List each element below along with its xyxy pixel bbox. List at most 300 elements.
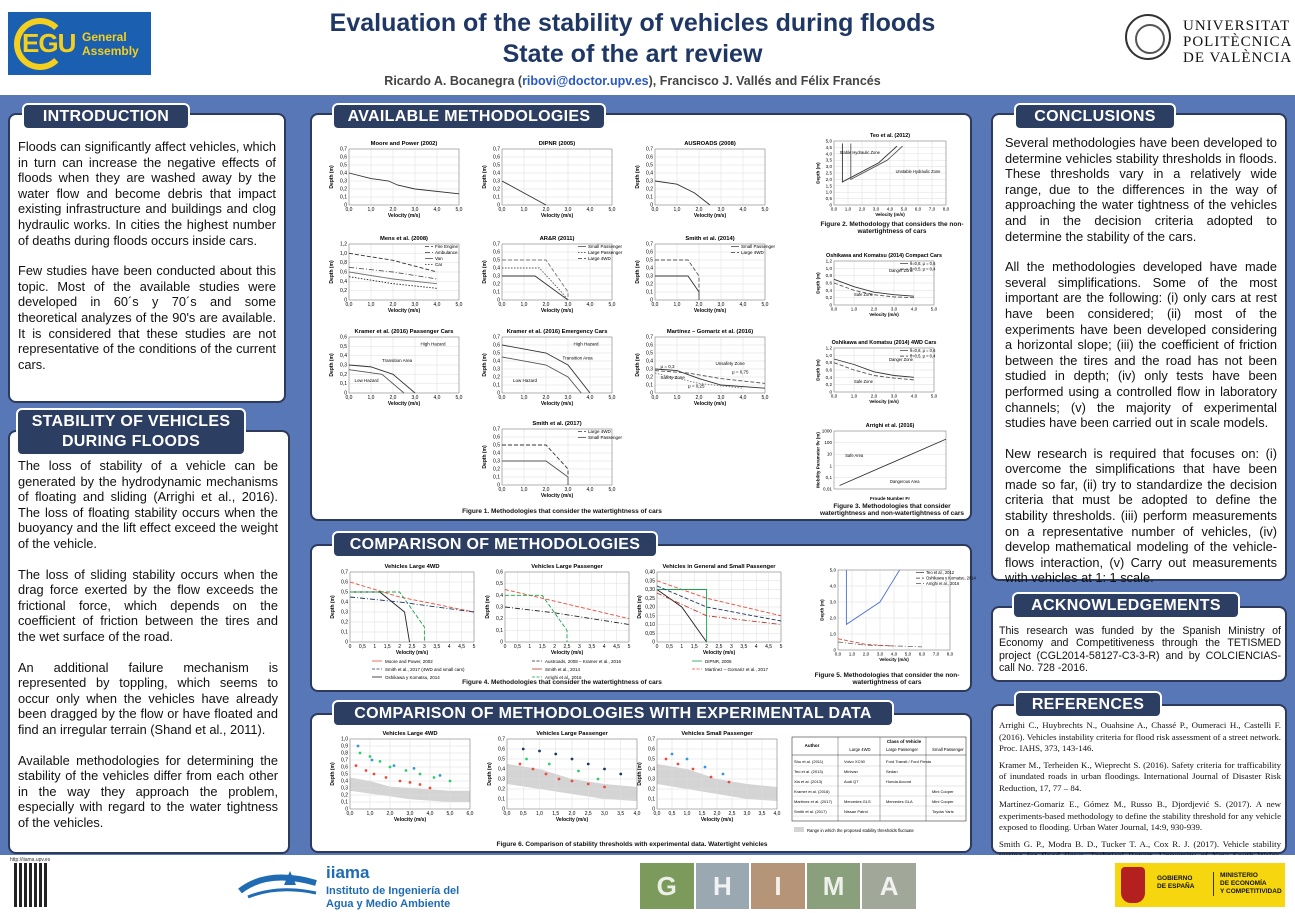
stability-heading: STABILITY OF VEHICLES DURING FLOODS bbox=[16, 408, 246, 456]
y-tick-label: 0,6 bbox=[646, 249, 653, 256]
figure-2-caption: Figure 2. Methodology that considers the non-watertightness of cars bbox=[820, 221, 964, 235]
x-tick-label: 1,0 bbox=[673, 395, 681, 401]
x-tick-label: 0,0 bbox=[345, 302, 353, 308]
y-tick-label: 1,0 bbox=[341, 736, 348, 743]
y-tick-label: 0,1 bbox=[340, 381, 347, 388]
x-tick-label: 1,5 bbox=[698, 811, 706, 817]
series-line bbox=[846, 570, 899, 624]
chart-title: DIPNR (2005) bbox=[538, 141, 576, 147]
y-tick-label: 1 bbox=[829, 463, 832, 469]
x-tick-label: 3,0 bbox=[406, 811, 414, 817]
data-point bbox=[405, 769, 408, 772]
x-tick-label: 0 bbox=[503, 644, 507, 650]
y-tick-label: 0,3 bbox=[498, 776, 505, 783]
data-point bbox=[548, 763, 551, 766]
x-tick-label: 3,0 bbox=[411, 207, 419, 213]
x-tick-label: 3,0 bbox=[411, 395, 419, 401]
chart-annotation: Stable Hydraulic Zone bbox=[839, 149, 880, 155]
y-tick-label: 0 bbox=[650, 202, 653, 209]
x-tick-label: 2,0 bbox=[568, 811, 576, 817]
x-tick-label: 1,0 bbox=[366, 811, 374, 817]
legend-label: Large 4WD bbox=[588, 256, 611, 261]
chart-panel bbox=[329, 329, 463, 407]
y-tick-label: 0,8 bbox=[341, 750, 348, 757]
y-tick-label: 0,5 bbox=[825, 196, 832, 202]
y-tick-label: 0,2 bbox=[340, 186, 347, 193]
x-axis-label: Velocity (m/s) bbox=[869, 312, 899, 318]
legend-label: θ=0,8, μ = 0,6 bbox=[910, 261, 936, 266]
x-tick-label: 2,0 bbox=[386, 811, 394, 817]
y-tick-label: 0,5 bbox=[646, 162, 653, 169]
x-tick-label: 2,5 bbox=[715, 644, 723, 650]
y-tick-label: 0,8 bbox=[340, 260, 347, 267]
legend-label: Oshikawa y Komatsu, 2014 bbox=[385, 675, 440, 680]
x-tick-label: 4,0 bbox=[433, 207, 441, 213]
y-tick-label: 0,6 bbox=[646, 154, 653, 161]
y-tick-label: 0,3 bbox=[341, 785, 348, 792]
data-point bbox=[385, 776, 388, 779]
x-tick-label: 3,0 bbox=[717, 395, 725, 401]
data-point bbox=[357, 745, 360, 748]
x-tick-label: 2 bbox=[705, 644, 708, 650]
chart-title: AUSROADS (2008) bbox=[684, 141, 736, 147]
y-tick-label: 4,0 bbox=[829, 583, 836, 589]
legend-label: Arrighi et al., 2016 bbox=[926, 581, 960, 587]
y-tick-label: 0,5 bbox=[341, 771, 348, 778]
y-tick-label: 0 bbox=[500, 639, 503, 646]
table-cell: Mercedes GLA bbox=[886, 799, 913, 804]
x-axis-label: Froude Number Fr bbox=[869, 496, 911, 502]
y-tick-label: 0,2 bbox=[646, 186, 653, 193]
y-tick-label: 0,40 bbox=[645, 569, 655, 576]
chart-panel bbox=[815, 340, 937, 404]
y-tick-label: 0,4 bbox=[493, 265, 500, 272]
table-cell: Honda Accord bbox=[886, 779, 912, 784]
introduction-box bbox=[8, 113, 286, 403]
x-axis-label: Velocity (m/s) bbox=[702, 650, 736, 656]
series-line bbox=[655, 181, 710, 205]
x-tick-label: 4,0 bbox=[910, 393, 918, 399]
y-tick-label: 0,5 bbox=[341, 589, 348, 596]
data-point bbox=[571, 758, 574, 761]
y-tick-label: 2,0 bbox=[825, 176, 832, 182]
y-tick-label: 0,3 bbox=[496, 604, 503, 611]
x-tick-label: 5,0 bbox=[455, 207, 463, 213]
y-tick-label: 0,3 bbox=[340, 362, 347, 369]
series-line bbox=[502, 276, 568, 300]
y-tick-label: 0 bbox=[345, 806, 348, 813]
y-tick-label: 0,2 bbox=[496, 616, 503, 623]
table-cell: Shu et al. (2011) bbox=[794, 759, 824, 764]
data-point bbox=[519, 763, 522, 766]
x-tick-label: 1,5 bbox=[383, 644, 391, 650]
y-tick-label: 0,6 bbox=[341, 764, 348, 771]
x-tick-label: 5,0 bbox=[608, 487, 616, 493]
ghima-logo: G H I M A bbox=[640, 863, 918, 909]
y-tick-label: 0,2 bbox=[341, 619, 348, 626]
x-tick-label: 8,0 bbox=[942, 206, 950, 212]
x-axis-label: Velocity (m/s) bbox=[555, 817, 589, 823]
stability-paragraph: Available methodologies for determining the stability of the vehicles differ from each other in the way they approach the problem, especially with regard to the water tightness of the vehicles. bbox=[18, 752, 278, 830]
x-axis-label: Velocity (m/s) bbox=[693, 401, 727, 407]
legend-label: Smith et al., 2017 (4WD and small cars) bbox=[385, 667, 465, 672]
x-tick-label: 5,0 bbox=[455, 302, 463, 308]
x-tick-label: 0,0 bbox=[345, 395, 353, 401]
x-tick-label: 3,5 bbox=[740, 644, 748, 650]
x-tick-label: 2,0 bbox=[695, 207, 703, 213]
chart-panel bbox=[487, 731, 641, 823]
y-tick-label: 0,7 bbox=[341, 757, 348, 764]
y-tick-label: 0,2 bbox=[825, 295, 832, 301]
y-tick-label: 0,2 bbox=[340, 371, 347, 378]
x-tick-label: 3,0 bbox=[872, 206, 880, 212]
series-line bbox=[350, 592, 410, 642]
x-axis-label: Velocity (m/s) bbox=[387, 213, 421, 219]
y-tick-label: 0,1 bbox=[646, 382, 653, 389]
y-tick-label: 0 bbox=[497, 390, 500, 397]
x-tick-label: 3 bbox=[730, 644, 733, 650]
x-tick-label: 1,0 bbox=[683, 811, 691, 817]
title-block bbox=[240, 8, 1025, 88]
chart-annotation: Safe Zone bbox=[854, 379, 873, 385]
y-tick-label: 0,5 bbox=[496, 581, 503, 588]
x-tick-label: 8,0 bbox=[946, 651, 954, 657]
data-point bbox=[603, 768, 606, 771]
table-cell: Volvo XC90 bbox=[844, 759, 865, 764]
legend-label: Large 4WD bbox=[741, 250, 764, 255]
legend-label: Large Passenger bbox=[588, 250, 623, 255]
chart-annotation: Danger Zone bbox=[889, 268, 913, 273]
y-tick-label: 0,6 bbox=[493, 249, 500, 256]
experimental-heading: COMPARISON OF METHODOLOGIES WITH EXPERIMENTAL DATA bbox=[332, 700, 894, 727]
data-point bbox=[365, 769, 368, 772]
x-tick-label: 7,0 bbox=[928, 206, 936, 212]
legend-label: Van bbox=[435, 256, 443, 261]
x-axis-label: Velocity (m/s) bbox=[540, 493, 574, 499]
data-point bbox=[554, 753, 557, 756]
x-tick-label: 1,0 bbox=[520, 395, 528, 401]
legend-label: Ambulance bbox=[435, 250, 458, 255]
data-point bbox=[571, 780, 574, 783]
data-point bbox=[677, 763, 680, 766]
table-cell: Minivan bbox=[844, 769, 858, 774]
chart-title: Vehicles Large Passenger bbox=[536, 731, 608, 737]
chart-title: Vehicles Large 4WD bbox=[384, 564, 440, 570]
y-tick-label: 0,3 bbox=[493, 178, 500, 185]
x-tick-label: 0,5 bbox=[668, 811, 676, 817]
y-axis-label: Depth (m) bbox=[329, 353, 335, 377]
table-cell: Mini Cooper bbox=[932, 789, 954, 794]
y-tick-label: 3,0 bbox=[829, 599, 836, 605]
reference-item: Martínez-Gomariz E., Gómez M., Russo B., Djordjević S. (2017). A new experiments-based methodology to define the stability threshold for any vehicle exposed to flooding. Urban Water Journal, 14:9, 930-939. bbox=[999, 799, 1281, 832]
table-cell: Mini Cooper bbox=[932, 799, 954, 804]
y-tick-label: 0,7 bbox=[341, 569, 348, 576]
y-tick-label: 0 bbox=[497, 482, 500, 489]
x-tick-label: 1 bbox=[373, 644, 377, 650]
data-point bbox=[722, 773, 725, 776]
x-tick-label: 3,0 bbox=[564, 207, 572, 213]
legend-label: DIPNR, 2005 bbox=[705, 659, 732, 664]
y-tick-label: 0 bbox=[344, 297, 347, 304]
chart-panel bbox=[482, 421, 623, 499]
y-tick-label: 0 bbox=[833, 647, 836, 653]
x-tick-label: 4,0 bbox=[890, 651, 898, 657]
y-tick-label: 0 bbox=[497, 297, 500, 304]
chart-panel bbox=[330, 731, 474, 823]
x-tick-label: 2,0 bbox=[695, 302, 703, 308]
x-tick-label: 5,0 bbox=[608, 207, 616, 213]
x-tick-label: 5,0 bbox=[930, 393, 938, 399]
y-tick-label: 0,5 bbox=[493, 162, 500, 169]
legend-label: Small Passenger bbox=[588, 435, 623, 440]
stability-paragraph: An additional failure mechanism is represented by toppling, which seems to occur only when the vehicles have already been dragged by the flow or have floated and find an irregular terrain (Shand et al., 2011). bbox=[18, 659, 278, 737]
x-tick-label: 0,5 bbox=[665, 644, 673, 650]
y-tick-label: 0,5 bbox=[493, 442, 500, 449]
x-tick-label: 4,0 bbox=[586, 207, 594, 213]
x-tick-label: 1,0 bbox=[844, 206, 852, 212]
y-tick-label: 0,4 bbox=[493, 170, 500, 177]
series-line bbox=[502, 461, 568, 485]
figure-3-caption: Figure 3. Methodologies that consider watertightness and non-watertightness of cars bbox=[819, 503, 965, 517]
y-tick-label: 0,7 bbox=[493, 241, 500, 248]
x-tick-label: 4,5 bbox=[765, 644, 773, 650]
chart-annotation: Low Hazard bbox=[513, 377, 538, 383]
series-line bbox=[349, 173, 459, 194]
table-cell: Audi Q7 bbox=[844, 779, 859, 784]
figure-1-charts bbox=[312, 129, 802, 509]
x-tick-label: 1,0 bbox=[520, 302, 528, 308]
data-point bbox=[538, 750, 541, 753]
x-tick-label: 2,0 bbox=[542, 487, 550, 493]
x-tick-label: 5,0 bbox=[608, 302, 616, 308]
x-axis-label: Velocity (m/s) bbox=[540, 308, 574, 314]
x-tick-label: 3 bbox=[578, 644, 581, 650]
x-tick-label: 3,0 bbox=[890, 306, 898, 312]
y-tick-label: 0,35 bbox=[645, 578, 655, 585]
x-tick-label: 0 bbox=[348, 644, 352, 650]
y-tick-label: 0,7 bbox=[493, 146, 500, 153]
stability-paragraph: The loss of stability of a vehicle can be generated by the hydrodynamic mechanisms of floating and sliding (Arrighi et al., 2016). The loss of floating stability occurs when the buoyancy and the lift effect exceed the weight of the vehicle. bbox=[18, 458, 278, 551]
y-tick-label: 0,5 bbox=[340, 162, 347, 169]
chart-annotation: Unstable Hydraulic Zone bbox=[895, 169, 941, 174]
chart-title: Vehicles in General and Small Passenger bbox=[662, 564, 776, 570]
chart-panel bbox=[635, 236, 776, 314]
y-tick-label: 0,15 bbox=[645, 613, 655, 620]
y-axis-label: Depth (m) bbox=[635, 260, 641, 284]
x-tick-label: 6,0 bbox=[918, 651, 926, 657]
y-tick-label: 0,20 bbox=[645, 604, 655, 611]
poster-title: Evaluation of the stability of vehicles during floods bbox=[329, 9, 936, 37]
x-tick-label: 3,5 bbox=[433, 644, 441, 650]
y-tick-label: 0,1 bbox=[493, 194, 500, 201]
y-tick-label: 0,1 bbox=[498, 796, 505, 803]
y-tick-label: 1,2 bbox=[825, 345, 832, 351]
x-tick-label: 1 bbox=[680, 644, 684, 650]
y-tick-label: 0 bbox=[650, 390, 653, 397]
x-tick-label: 1,0 bbox=[367, 302, 375, 308]
y-tick-label: 0 bbox=[344, 202, 347, 209]
y-tick-label: 0 bbox=[829, 389, 832, 395]
x-tick-label: 0,0 bbox=[503, 811, 511, 817]
data-point bbox=[603, 786, 606, 789]
chart-panel bbox=[329, 141, 463, 219]
y-tick-label: 0,3 bbox=[646, 366, 653, 373]
x-axis-label: Velocity (m/s) bbox=[700, 817, 734, 823]
data-point bbox=[525, 758, 528, 761]
y-tick-label: 3,5 bbox=[825, 157, 832, 163]
legend-label: Small Passenger bbox=[588, 244, 623, 249]
upv-seal-icon bbox=[1125, 14, 1171, 60]
y-tick-label: 0,5 bbox=[340, 343, 347, 350]
data-point bbox=[692, 768, 695, 771]
experimental-box bbox=[310, 713, 972, 853]
x-axis-label: Velocity (m/s) bbox=[693, 308, 727, 314]
data-point bbox=[379, 760, 382, 763]
chart-panel bbox=[330, 564, 476, 656]
y-tick-label: 0,1 bbox=[496, 627, 503, 634]
y-tick-label: 0 bbox=[829, 202, 832, 208]
data-point bbox=[449, 780, 452, 783]
y-tick-label: 0,4 bbox=[341, 778, 348, 785]
chart-title: Vehicles Large 4WD bbox=[382, 731, 438, 737]
y-tick-label: 0,2 bbox=[646, 281, 653, 288]
poster-header bbox=[0, 0, 1295, 95]
qr-code-icon[interactable] bbox=[14, 863, 48, 907]
x-tick-label: 3,0 bbox=[564, 302, 572, 308]
table-header: Small Passenger bbox=[932, 747, 964, 752]
authors: Ricardo A. Bocanegra (ribovi@doctor.upv.es), Francisco J. Vallés and Félix Francés bbox=[384, 74, 881, 88]
y-tick-label: 0,7 bbox=[493, 426, 500, 433]
x-tick-label: 1,0 bbox=[850, 393, 858, 399]
qr-url[interactable]: http://iiama.upv.es bbox=[10, 857, 51, 863]
data-point bbox=[728, 781, 731, 784]
conclusions-paragraph: New research is required that focuses on: (i) overcome the simplifications that have been made so far, (ii) try to standardize the decision criteria that must be adopted to define the stability thresholds. (iii) perform measurements on a representative number of vehicles, (iv) develop mathematical modeling of the vehicle-flows interaction, (v) Carry out measurements with vehicles at 1: 1 scale. bbox=[1005, 445, 1277, 586]
x-tick-label: 6,0 bbox=[466, 811, 474, 817]
y-tick-label: 0,4 bbox=[496, 592, 503, 599]
series-line bbox=[502, 260, 568, 300]
y-tick-label: 0,3 bbox=[341, 609, 348, 616]
legend-label: θ=0,5, μ = 0,4 bbox=[910, 266, 936, 272]
x-tick-label: 0,0 bbox=[830, 393, 838, 399]
legend-label: Large 4WD bbox=[588, 429, 611, 434]
x-tick-label: 3,0 bbox=[743, 811, 751, 817]
chart-title: Vehicles Large Passenger bbox=[531, 564, 603, 570]
data-point bbox=[419, 783, 422, 786]
data-point bbox=[359, 752, 362, 755]
data-point bbox=[413, 767, 416, 770]
x-tick-label: 5,0 bbox=[455, 395, 463, 401]
references-box bbox=[991, 704, 1287, 854]
y-tick-label: 0,7 bbox=[648, 736, 655, 743]
x-tick-label: 2,0 bbox=[858, 206, 866, 212]
conclusions-paragraph: Several methodologies have been developed to determine vehicles stability thresholds in floods. These thresholds vary in a relatively wide range, due to the differences in the way of approaching the water tightness of the vehicles and in the decision criteria adopted to determine the stability of the cars. bbox=[1005, 135, 1277, 244]
x-tick-label: 6,0 bbox=[914, 206, 922, 212]
data-point bbox=[409, 781, 412, 784]
y-tick-label: 3,0 bbox=[825, 164, 832, 170]
figure-6-caption: Figure 6. Comparison of stability thresholds with experimental data. Watertight vehicles bbox=[496, 841, 768, 848]
y-tick-label: 10 bbox=[826, 451, 832, 457]
comparison-heading: COMPARISON OF METHODOLOGIES bbox=[332, 531, 658, 558]
y-tick-label: 0,7 bbox=[646, 241, 653, 248]
chart-title: Oshikawa and Komatsu (2014) 4WD Cars bbox=[831, 340, 937, 346]
x-tick-label: 5,0 bbox=[608, 395, 616, 401]
y-tick-label: 0,4 bbox=[493, 450, 500, 457]
x-tick-label: 2,0 bbox=[542, 302, 550, 308]
x-tick-label: 2,5 bbox=[563, 644, 571, 650]
acknowledgements-heading: ACKNOWLEDGEMENTS bbox=[1012, 592, 1240, 619]
x-axis-label: Velocity (m/s) bbox=[550, 650, 584, 656]
chart-panel bbox=[482, 141, 616, 219]
poster-footer bbox=[0, 855, 1295, 913]
y-tick-label: 0,3 bbox=[648, 776, 655, 783]
x-tick-label: 4,0 bbox=[739, 207, 747, 213]
y-tick-label: 0,2 bbox=[825, 382, 832, 388]
y-tick-label: 0 bbox=[497, 202, 500, 209]
x-tick-label: 1,0 bbox=[520, 207, 528, 213]
data-point bbox=[577, 770, 580, 773]
data-point bbox=[671, 753, 674, 756]
chart-panel bbox=[815, 133, 949, 217]
x-tick-label: 3,0 bbox=[876, 651, 884, 657]
data-point bbox=[587, 763, 590, 766]
x-tick-label: 4,5 bbox=[458, 644, 466, 650]
x-tick-label: 5,0 bbox=[446, 811, 454, 817]
y-axis-label: Depth (m) bbox=[487, 762, 493, 786]
y-tick-label: 2,5 bbox=[825, 170, 832, 176]
data-point bbox=[373, 773, 376, 776]
x-tick-label: 2 bbox=[398, 644, 401, 650]
y-axis-label: Depth (m) bbox=[637, 595, 643, 619]
y-axis-label: Depth (m) bbox=[329, 260, 335, 284]
y-tick-label: 0,1 bbox=[493, 474, 500, 481]
x-tick-label: 2,0 bbox=[542, 207, 550, 213]
x-tick-label: 5,0 bbox=[761, 207, 769, 213]
chart-title: Kramer et al. (2016) Passenger Cars bbox=[354, 329, 454, 335]
y-tick-label: 1,0 bbox=[829, 631, 836, 637]
x-axis-label: Velocity (m/s) bbox=[869, 399, 899, 405]
data-point bbox=[433, 776, 436, 779]
reference-item: Arrighi C., Huybrechts N., Ouahsine A., Chassé P., Oumeraci H., Castelli F. (2016). Vehicles instability criteria for flood risk assessment of a street network. Proc. IAHS, 373, 143-146. bbox=[999, 720, 1281, 753]
author-email-link[interactable]: ribovi@doctor.upv.es bbox=[522, 74, 649, 88]
x-tick-label: 1,5 bbox=[690, 644, 698, 650]
chart-title: Teo et al. (2012) bbox=[869, 133, 911, 139]
y-tick-label: 0,6 bbox=[340, 269, 347, 276]
table-cell: Teo et al. (2013) bbox=[794, 769, 823, 774]
introduction-heading: INTRODUCTION bbox=[22, 103, 190, 130]
x-tick-label: 4 bbox=[754, 644, 758, 650]
legend-label: Moore and Power, 2002 bbox=[385, 659, 433, 664]
legend-label: θ=0,8, μ = 0,6 bbox=[910, 348, 936, 353]
y-axis-label: Depth (m) bbox=[330, 762, 336, 786]
y-tick-label: 0,4 bbox=[340, 170, 347, 177]
y-tick-label: 0,4 bbox=[493, 358, 500, 365]
x-axis-label: Velocity (m/s) bbox=[393, 817, 427, 823]
x-tick-label: 2,0 bbox=[389, 302, 397, 308]
y-axis-label: Depth (m) bbox=[482, 445, 488, 469]
x-tick-label: 0,0 bbox=[498, 395, 506, 401]
legend-label: θ=0,5, μ = 0,4 bbox=[910, 353, 936, 359]
reference-item: Kramer M., Terheiden K., Wieprecht S. (2016). Safety criteria for trafficability of inundated roads in urban floodings. International Journal of Disaster Risk Reduction, 17, 77 – 84. bbox=[999, 759, 1281, 793]
y-tick-label: 0,3 bbox=[646, 273, 653, 280]
chart-panel bbox=[815, 423, 946, 501]
y-tick-label: 1,0 bbox=[340, 250, 347, 257]
y-tick-label: 0,7 bbox=[340, 146, 347, 153]
x-tick-label: 1,0 bbox=[673, 302, 681, 308]
x-tick-label: 3,0 bbox=[601, 811, 608, 817]
chart-annotation: Safe Zone bbox=[854, 292, 873, 298]
y-tick-label: 0,4 bbox=[646, 265, 653, 272]
y-tick-label: 0,4 bbox=[646, 170, 653, 177]
